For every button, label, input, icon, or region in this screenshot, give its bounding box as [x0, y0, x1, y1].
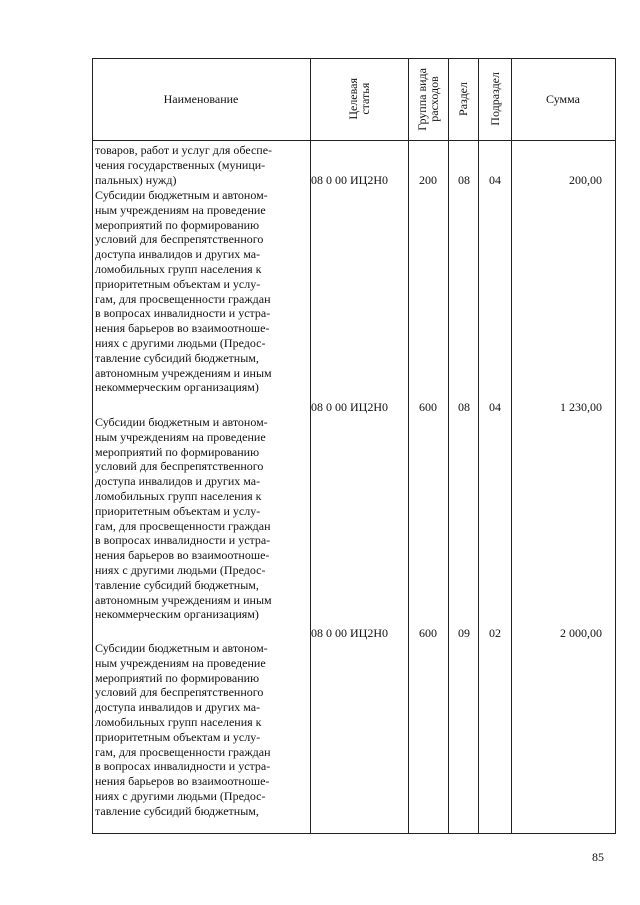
- table-row-4-name: Субсидии бюджетным и автоном- ным учреждениям на проведение мероприятий по формированию условий для беспрепятственного доступа инвалидов и других ма- ломобильных групп населения к приоритетным объектам и услу- гам, для просвещенности граждан в вопросах инвалидности и устра- нения барьеров во взаимоотноше- ниях с другими людьми (Предос- тавление субсидий бюджетным,: [95, 641, 271, 818]
- table-row-1-target: 08 0 00 ИЦ2Н0: [311, 173, 388, 187]
- header-sum: [511, 58, 615, 140]
- table-row-3-target: 08 0 00 ИЦ2Н0: [311, 626, 388, 640]
- header-subsection-label: Подраздел: [487, 72, 502, 126]
- table-row-1-name: товаров, работ и услуг для обеспе- чения государственных (муници- пальных) нужд): [95, 143, 273, 187]
- header-section-label: Раздел: [456, 82, 470, 116]
- table-divider-subsection: [511, 58, 512, 833]
- table-row-1-section: 08: [458, 173, 470, 187]
- table-row-2-section: 08: [458, 400, 470, 414]
- header-group: [408, 58, 448, 140]
- table-row-1-sum: 200,00: [569, 173, 602, 187]
- page-number: 85: [592, 850, 604, 864]
- table-header-border: [92, 140, 616, 141]
- table-row-3-subsection: 02: [489, 626, 501, 640]
- table-row-3-sum: 2 000,00: [560, 626, 602, 640]
- table-row-1-subsection: 04: [489, 173, 501, 187]
- header-target-label: Целевая статья: [346, 78, 372, 120]
- header-name: [92, 58, 310, 140]
- table-row-2-group: 600: [419, 400, 437, 414]
- header-name-label: Наименование: [163, 91, 239, 106]
- table-row-2-target: 08 0 00 ИЦ2Н0: [311, 400, 388, 414]
- table-row-2-name: Субсидии бюджетным и автоном- ным учреждениям на проведение мероприятий по формированию условий для беспрепятственного доступа инвалидов и других ма- ломобильных групп населения к приоритетным объектам и услу- гам, для просвещенности граждан в вопросах инвалидности и устра- нения барьеров во взаимоотноше- ниях с другими людьми (Предос- тавление субсидий бюджетным, автономным учреждениям и иным некоммерческим организациям): [95, 188, 272, 395]
- header-group-label: Группа вида расходов: [415, 67, 441, 131]
- table-row-3-name: Субсидии бюджетным и автоном- ным учреждениям на проведение мероприятий по формированию условий для беспрепятственного доступа инвалидов и других ма- ломобильных групп населения к приоритетным объектам и услу- гам, для просвещенности граждан в вопросах инвалидности и устра- нения барьеров во взаимоотноше- ниях с другими людьми (Предос- тавление субсидий бюджетным, автономным учреждениям и иным некоммерческим организациям): [95, 415, 272, 622]
- table-bottom-border: [92, 833, 616, 834]
- table-row-2-sum: 1 230,00: [560, 400, 602, 414]
- table-row-1-group: 200: [419, 173, 437, 187]
- header-target: [310, 58, 408, 140]
- table-row-3-section: 09: [458, 626, 470, 640]
- table-border-right: [615, 58, 616, 833]
- header-sum-label: Сумма: [546, 91, 580, 106]
- header-section: [448, 58, 478, 140]
- header-subsection: [478, 58, 511, 140]
- table-row-2-subsection: 04: [489, 400, 501, 414]
- table-border-left: [92, 58, 93, 833]
- table-row-3-group: 600: [419, 626, 437, 640]
